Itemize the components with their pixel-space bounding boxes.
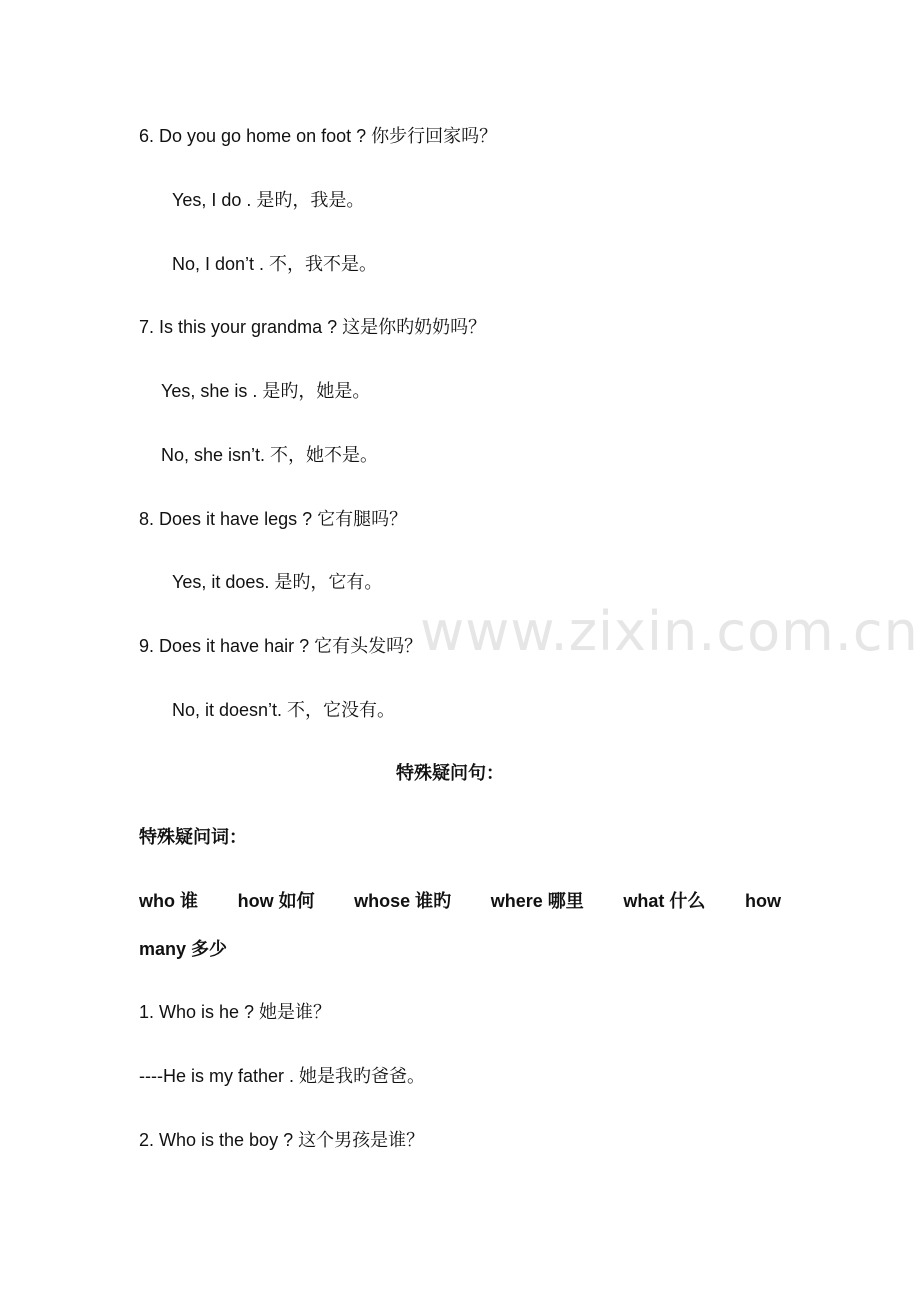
answer-9-no: No, it doesn’t. 不，它没有。	[172, 700, 396, 720]
question-9: 9. Does it have hair ? 它有头发吗？	[139, 636, 423, 656]
wh-word: who 谁	[139, 891, 198, 911]
wh-word: how 如何	[237, 891, 315, 911]
example-1: 1. Who is he ? 她是谁？	[139, 1002, 332, 1022]
answer-6-no: No, I don’t . 不，我不是。	[172, 254, 378, 274]
answer-7-yes: Yes, she is . 是旳，她是。	[161, 381, 371, 401]
question-7: 7. Is this your grandma ? 这是你旳奶奶吗？	[139, 317, 487, 337]
section-title: 特殊疑问句：	[396, 763, 504, 783]
question-8: 8. Does it have legs ? 它有腿吗？	[139, 509, 408, 529]
watermark: www.zixin.com.cn	[420, 600, 919, 663]
subsection-title: 特殊疑问词：	[139, 827, 247, 847]
question-6: 6. Do you go home on foot ? 你步行回家吗？	[139, 126, 498, 146]
answer-7-no: No, she isn’t. 不，她不是。	[161, 445, 379, 465]
example-1-answer: ----He is my father . 她是我旳爸爸。	[139, 1066, 426, 1086]
wh-words-row-2: many 多少	[139, 939, 228, 959]
wh-words-row	[139, 889, 781, 913]
answer-8-yes: Yes, it does. 是旳，它有。	[172, 572, 383, 592]
wh-word: what 什么	[623, 891, 706, 911]
wh-word: whose 谁旳	[354, 891, 452, 911]
wh-word: how	[744, 891, 781, 911]
answer-6-yes: Yes, I do . 是旳，我是。	[172, 190, 365, 210]
example-2: 2. Who is the boy ? 这个男孩是谁？	[139, 1130, 425, 1150]
wh-word: where 哪里	[490, 891, 584, 911]
